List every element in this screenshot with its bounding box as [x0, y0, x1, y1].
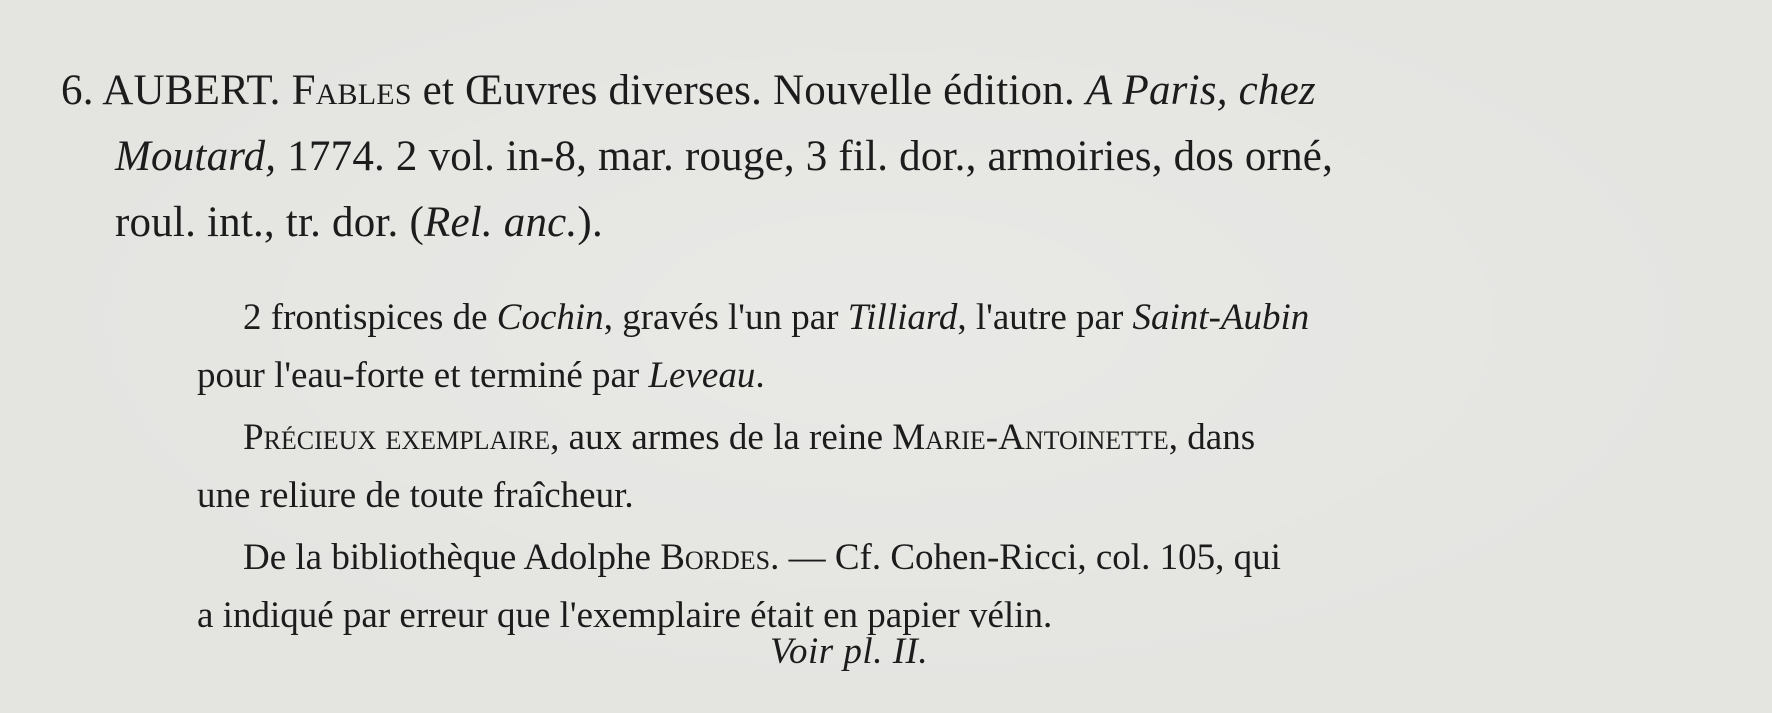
note-frontispices: [197, 289, 1667, 405]
note-text: , gravés l'un par: [603, 297, 848, 338]
entry-description-2: roul. int., tr. dor. (: [115, 199, 424, 246]
heading-line-2: [61, 124, 1666, 190]
note-line: [197, 529, 1667, 587]
note-text: .: [755, 355, 765, 396]
entry-author: AUBERT.: [102, 67, 281, 114]
entry-title-rest: et Œuvres diverses. Nouvelle édition.: [422, 67, 1075, 114]
note-line: [197, 409, 1667, 467]
heading-line-3: [61, 190, 1666, 256]
note-line: [197, 467, 1667, 525]
entry-publisher: Moutard,: [115, 133, 277, 180]
note-text: , l'autre par: [957, 297, 1133, 338]
emphasis-smallcaps: Précieux exemplaire: [243, 417, 551, 458]
note-text: , aux armes de la reine: [550, 417, 893, 458]
note-line: [197, 347, 1667, 405]
note-text: . — Cf. Cohen-Ricci, col. 105, qui: [770, 537, 1281, 578]
note-text: 2 frontispices de: [243, 297, 497, 338]
engraver-name: Leveau: [648, 355, 756, 396]
plate-reference: Voir pl. II.: [770, 631, 929, 672]
entry-description-end: ).: [577, 199, 603, 246]
owner-name: Bordes: [660, 537, 771, 578]
note-text: De la bibliothèque Adolphe: [243, 537, 661, 578]
note-provenance-royal: [197, 409, 1667, 525]
entry-binding: Rel. anc.: [423, 199, 578, 246]
note-line: [197, 289, 1667, 347]
entry-title-smallcaps: Fables: [291, 67, 412, 114]
artist-name: Cochin: [496, 297, 604, 338]
entry-place: A Paris, chez: [1085, 67, 1316, 114]
note-line: [197, 587, 1667, 645]
note-text: a indiqué par erreur que l'exemplaire était en papier vélin.: [197, 595, 1053, 636]
heading-line-1: [61, 58, 1666, 124]
entry-description-1: 1774. 2 vol. in-8, mar. rouge, 3 fil. dor., armoiries, dos orné,: [287, 133, 1334, 180]
note-text: pour l'eau-forte et terminé par: [197, 355, 649, 396]
catalogue-entry-heading: [61, 58, 1666, 256]
engraver-name: Saint-Aubin: [1132, 297, 1310, 338]
note-provenance-library: [197, 529, 1667, 645]
entry-notes: [197, 289, 1667, 649]
engraver-name: Tilliard: [847, 297, 958, 338]
note-text: , dans: [1168, 417, 1256, 458]
owner-name: Marie-Antoinette: [892, 417, 1169, 458]
note-text: une reliure de toute fraîcheur.: [197, 475, 634, 516]
entry-number: 6.: [61, 67, 94, 114]
